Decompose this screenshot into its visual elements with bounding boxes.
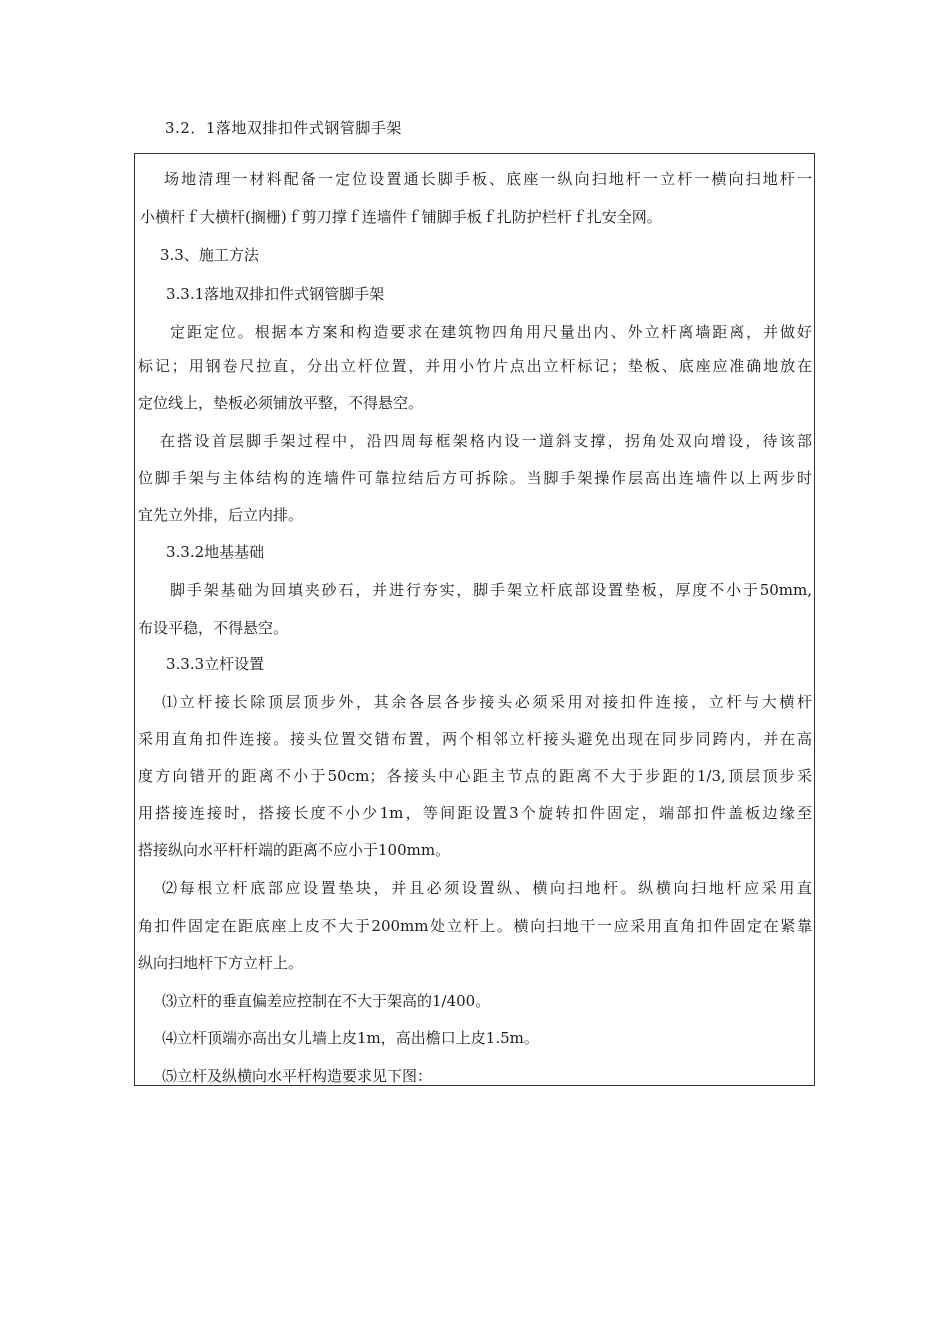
text-line: 角扣件固定在距底座上皮不大于200mm处立杆上。横向扫地干一应采用直角扣件固定在紧靠 — [138, 917, 812, 935]
text-line: 标记；用钢卷尺拉直，分出立杆位置，并用小竹片点出立杆标记；垫板、底座应准确地放在 — [138, 357, 812, 375]
text-line: ⑵每根立杆底部应设置垫块，并且必须设置纵、横向扫地杆。纵横向扫地杆应采用直 — [162, 879, 812, 897]
text-line: 搭接纵向水平杆杆端的距离不应小于100mm。 — [138, 841, 451, 859]
text-line: 宜先立外排，后立内排。 — [138, 506, 304, 524]
text-line: 在搭设首层脚手架过程中，沿四周每框架格内设一道斜支撑，拐角处双向增设，待该部 — [160, 432, 812, 450]
subsection-title: 3.3.2地基基础 — [166, 543, 265, 561]
subsection-title: 3.3.1落地双排扣件式钢管脚手架 — [166, 285, 385, 303]
text-line: ⑸立杆及纵横向水平杆构造要求见下图： — [162, 1067, 433, 1085]
text-line: 定位线上，垫板必须铺放平整，不得悬空。 — [138, 394, 424, 412]
text-line: 小横杆ｆ大横杆(搁栅)ｆ剪刀撑ｆ连墙件ｆ铺脚手板ｆ扎防护栏杆ｆ扎安全网。 — [140, 208, 662, 226]
text-line: 纵向扫地杆下方立杆上。 — [138, 954, 304, 972]
text-line: 定距定位。根据本方案和构造要求在建筑物四角用尺量出内、外立杆离墙距离，并做好 — [170, 323, 812, 341]
text-line: 位脚手架与主体结构的连墙件可靠拉结后方可拆除。当脚手架操作层高出连墙件以上两步时 — [138, 469, 812, 487]
text-line: ⑶立杆的垂直偏差应控制在不大于架高的1/400。 — [162, 992, 491, 1010]
subsection-title: 3.3.3立杆设置 — [166, 655, 265, 673]
text-line: ⑷立杆顶端亦高出女儿墙上皮1m，高出檐口上皮1.5m。 — [162, 1029, 539, 1047]
text-line: 布设平稳，不得悬空。 — [138, 619, 289, 637]
subsection-title: 3.3、施工方法 — [160, 246, 259, 264]
section-heading: 3.2．1落地双排扣件式钢管脚手架 — [165, 119, 402, 137]
text-line: 脚手架基础为回填夹砂石，并进行夯实，脚手架立杆底部设置垫板，厚度不小于50mm, — [170, 581, 812, 599]
text-line: ⑴立杆接长除顶层顶步外，其余各层各步接头必须采用对接扣件连接，立杆与大横杆 — [162, 693, 812, 711]
text-line: 度方向错开的距离不小于50cm；各接头中心距主节点的距离不大于步距的1/3,顶层顶步采 — [138, 767, 812, 785]
text-line: 场地清理一材料配备一定位设置通长脚手板、底座一纵向扫地杆一立杆一横向扫地杆一 — [164, 170, 812, 188]
text-line: 采用直角扣件连接。接头位置交错布置，两个相邻立杆接头避免出现在同步同跨内，并在高 — [138, 730, 812, 748]
text-line: 用搭接连接时，搭接长度不小少1m，等间距设置3个旋转扣件固定，端部扣件盖板边缘至 — [138, 804, 812, 822]
